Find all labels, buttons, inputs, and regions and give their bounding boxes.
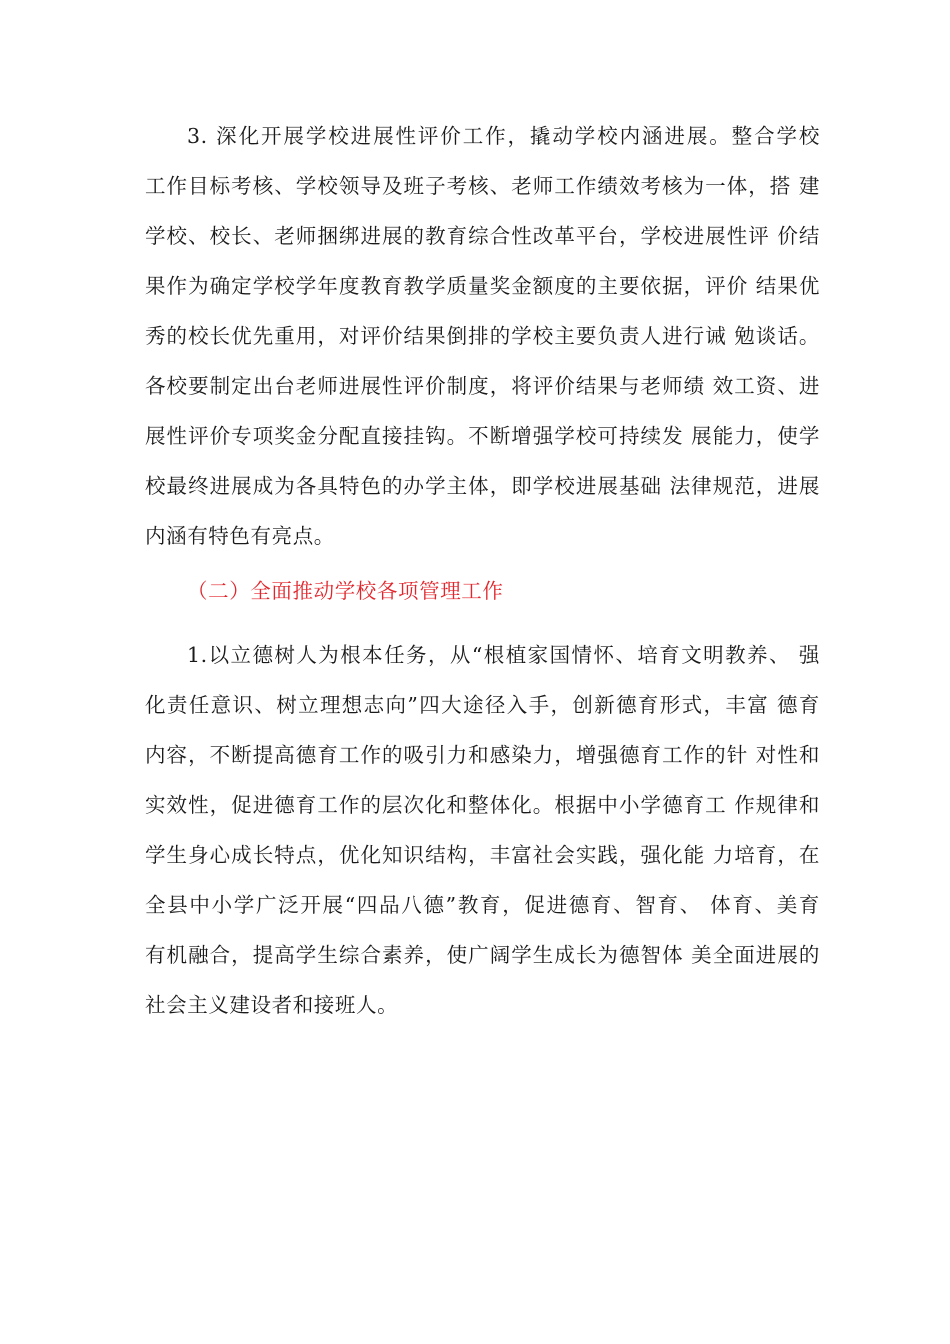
paragraph-3-line-9: 内涵有特色有亮点。 <box>145 524 335 548</box>
paragraph-3-line-4: 果作为确定学校学年度教育教学质量奖金额度的主要依据，评价 结果优 <box>145 274 820 298</box>
paragraph-1-line-6: 全县中小学广泛开展“四品八德”教育，促进德育、智育、 体育、美育 <box>145 893 820 917</box>
paragraph-3-line-6: 各校要制定出台老师进展性评价制度，将评价结果与老师绩 效工资、进 <box>145 374 820 398</box>
paragraph-3-line-8: 校最终进展成为各具特色的办学主体，即学校进展基础 法律规范，进展 <box>145 474 820 498</box>
paragraph-3-line-1: 3. 深化开展学校进展性评价工作，撬动学校内涵进展。整合学校 <box>187 124 820 148</box>
paragraph-3-line-7: 展性评价专项奖金分配直接挂钩。不断增强学校可持续发 展能力，使学 <box>145 424 820 448</box>
paragraph-1-line-8: 社会主义建设者和接班人。 <box>145 993 399 1017</box>
paragraph-1-line-2: 化责任意识、树立理想志向”四大途径入手，创新德育形式，丰富 德育 <box>145 693 820 717</box>
section-heading: （二）全面推动学校各项管理工作 <box>187 579 504 603</box>
paragraph-3-line-3: 学校、校长、老师捆绑进展的教育综合性改革平台，学校进展性评 价结 <box>145 224 820 248</box>
paragraph-1-line-1: 1.以立德树人为根本任务，从“根植家国情怀、培育文明教养、 强 <box>187 643 820 667</box>
paragraph-1-line-7: 有机融合，提高学生综合素养，使广阔学生成长为德智体 美全面进展的 <box>145 943 820 967</box>
paragraph-1-line-4: 实效性，促进德育工作的层次化和整体化。根据中小学德育工 作规律和 <box>145 793 820 817</box>
paragraph-1-line-5: 学生身心成长特点，优化知识结构，丰富社会实践，强化能 力培育，在 <box>145 843 820 867</box>
paragraph-3-line-5: 秀的校长优先重用，对评价结果倒排的学校主要负责人进行诫 勉谈话。 <box>145 324 820 348</box>
paragraph-3-line-2: 工作目标考核、学校领导及班子考核、老师工作绩效考核为一体，搭 建 <box>145 174 820 198</box>
paragraph-1-line-3: 内容，不断提高德育工作的吸引力和感染力，增强德育工作的针 对性和 <box>145 743 820 767</box>
